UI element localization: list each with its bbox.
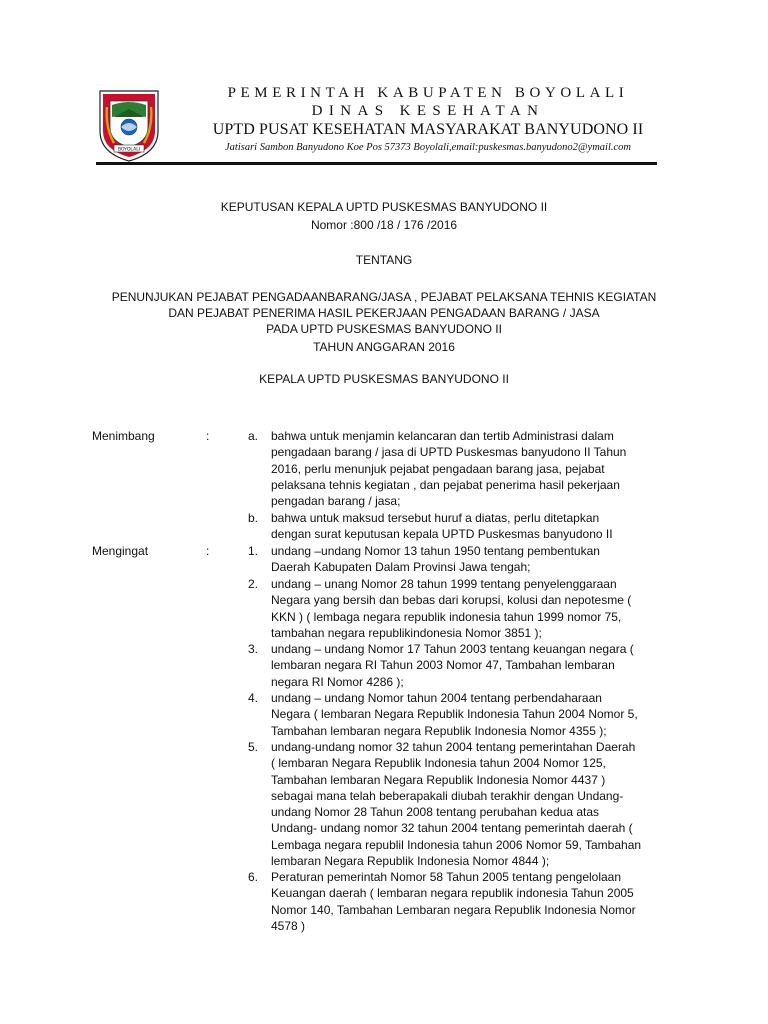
item-text: Peraturan pemerintah Nomor 58 Tahun 2005 tentang pengelolaan Keuangan daerah ( lembaran negara republik indonesia Tahun 2005 Nomor 140, Tambahan Lembaran negara Republik Indonesia Nomor 4578 ) — [271, 870, 636, 933]
item-marker: b. — [248, 511, 259, 525]
menimbang-colon: : — [206, 429, 210, 443]
item-marker: 2. — [248, 577, 259, 591]
letterhead-department: DINAS KESEHATAN — [311, 103, 545, 119]
item-text: undang – undang Nomor 17 Tahun 2003 tentang keuangan negara ( lembaran negara RI Tahun 2003 Nomor 47, Tambahan lembaran negara RI Nomor 4286 ); — [271, 642, 634, 689]
mengingat-item — [248, 739, 678, 869]
item-text: undang – unang Nomor 28 tahun 1999 tentang penyelenggaraan Negara yang bersih dan bebas dari korupsi, kolusi dan nepotesme ( KKN ) ( lembaga negara republik indonesia tahun 1999 nomor 75, tambahan negara republikindonesia Nomor 3851 ); — [271, 577, 632, 640]
mengingat-item — [248, 576, 678, 641]
menimbang-label: Menimbang — [92, 429, 155, 443]
item-text: undang –undang Nomor 13 tahun 1950 tentang pembentukan Daerah Kabupaten Dalam Provinsi Jawa tengah; — [271, 544, 600, 575]
decree-subject-line: PENUNJUKAN PEJABAT PENGADAANBARANG/JASA , PEJABAT PELAKSANA TEHNIS KEGIATAN — [111, 290, 657, 304]
mengingat-item — [248, 641, 678, 690]
decree-subject-line: TAHUN ANGGARAN 2016 — [313, 340, 455, 354]
item-marker: 3. — [248, 642, 259, 656]
menimbang-item — [248, 510, 678, 543]
decree-subject-line: DAN PEJABAT PENERIMA HASIL PEKERJAAN PENGADAAN BARANG / JASA — [168, 306, 600, 320]
item-text: undang-undang nomor 32 tahun 2004 tentang pemerintahan Daerah ( lembaran Negara Republik Indonesia tahun 2004 Nomor 125, Tambahan lembaran Negara Republik Indonesia Nomor 4437 ) sebagai mana telah beberapakali diubah terakhir dengan Undang- undang Nomor 28 Tahun 2008 tentang perubahan kedua atas Undang- undang nomor 32 tahun 2004 tentang pemerintah daerah ( Lembaga negara republil Indonesia tahun 2006 Nomor 59, Tambahan lembaran Negara Republik Indonesia Nomor 4844 ); — [271, 740, 642, 869]
item-text: undang – undang Nomor tahun 2004 tentang perbendaharaan Negara ( lembaran Negara Republik Indonesia Tahun 2004 Nomor 5, Tambahan lembaran negara Republik Indonesia Nomor 4355 ); — [271, 691, 638, 738]
item-marker: 5. — [248, 740, 259, 754]
decree-issuer: KEPALA UPTD PUSKESMAS BANYUDONO II — [259, 372, 509, 386]
decree-title: KEPUTUSAN KEPALA UPTD PUSKESMAS BANYUDONO II — [220, 200, 548, 214]
mengingat-item — [248, 543, 678, 576]
item-marker: 4. — [248, 691, 259, 705]
letterhead-government: PEMERINTAH KABUPATEN BOYOLALI — [227, 85, 629, 101]
decree-about: TENTANG — [355, 253, 413, 267]
letterhead-institution: UPTD PUSAT KESEHATAN MASYARAKAT BANYUDONO II — [212, 121, 644, 138]
mengingat-label: Mengingat — [92, 544, 149, 558]
mengingat-item — [248, 690, 678, 739]
mengingat-item — [248, 869, 678, 934]
item-marker: a. — [248, 429, 259, 443]
item-marker: 6. — [248, 870, 259, 884]
letterhead-divider — [96, 162, 657, 165]
decree-subject-line: PADA UPTD PUSKESMAS BANYUDONO II — [266, 322, 502, 336]
boyolali-coat-of-arms-logo — [96, 87, 162, 163]
item-text: bahwa untuk menjamin kelancaran dan tertib Administrasi dalam pengadaan barang / jasa di UPTD Puskesmas banyudono II Tahun 2016, perlu menunjuk pejabat pengadaan barang jasa, pejabat pelaksana tehnis kegiatan , dan pejabat penerima hasil pekerjaan pengadan barang / jasa; — [271, 429, 627, 509]
mengingat-colon: : — [206, 544, 210, 558]
logo-text: BOYOLALI — [117, 147, 141, 153]
decree-number: Nomor :800 /18 / 176 /2016 — [310, 218, 458, 232]
letterhead — [178, 84, 678, 155]
menimbang-item — [248, 428, 678, 509]
item-text: bahwa untuk maksud tersebut huruf a diatas, perlu ditetapkan dengan surat keputusan kepala UPTD Puskesmas banyudono II — [271, 511, 613, 542]
letterhead-address: Jatisari Sambon Banyudono Koe Pos 57373 Boyolali,email:puskesmas.banyudono2@ymail.com — [225, 142, 631, 153]
item-marker: 1. — [248, 544, 259, 558]
